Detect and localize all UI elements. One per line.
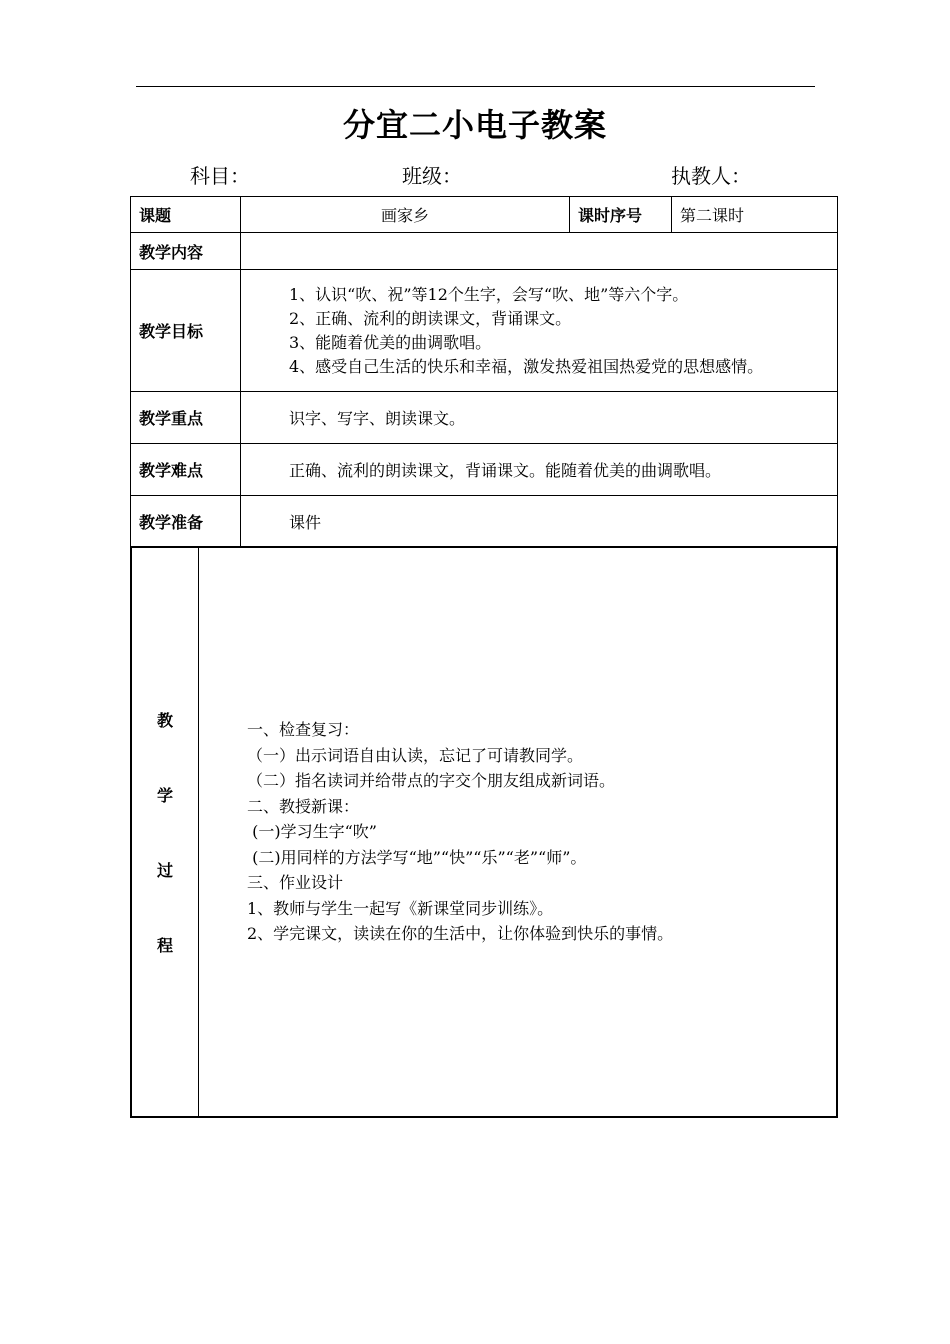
process-body — [199, 548, 837, 1117]
class-label: 班级： — [402, 164, 462, 188]
process-line: 一、检查复习： — [247, 720, 360, 740]
difficulty-row — [131, 444, 838, 496]
subject-label: 科目： — [190, 164, 250, 188]
process-label-char: 学 — [156, 786, 173, 805]
process-line: (一)学习生字“吹” — [247, 822, 377, 842]
header-rule — [136, 86, 815, 87]
goal-item: 3、能随着优美的曲调歌唱。 — [289, 332, 492, 352]
process-label — [132, 548, 199, 1117]
period-label: 课时序号 — [570, 197, 672, 233]
prep-label: 教学准备 — [131, 496, 241, 547]
goal-item: 4、感受自己生活的快乐和幸福，激发热爱祖国热爱党的思想感情。 — [289, 356, 764, 376]
prep-row — [131, 496, 838, 547]
content-label: 教学内容 — [131, 233, 241, 270]
process-line: 2、学完课文，读读在你的生活中，让你体验到快乐的事情。 — [247, 924, 674, 944]
teacher-label: 执教人： — [671, 164, 751, 188]
key-value: 识字、写字、朗读课文。 — [241, 392, 838, 444]
process-line: 三、作业设计 — [247, 873, 344, 893]
process-line: 二、教授新课： — [247, 796, 360, 816]
process-table — [131, 547, 837, 1117]
document-title: 分宜二小电子教案 — [342, 106, 607, 144]
goals-list — [241, 270, 838, 392]
goals-label: 教学目标 — [131, 270, 241, 392]
difficulty-label: 教学难点 — [131, 444, 241, 496]
prep-value: 课件 — [241, 496, 838, 547]
process-line: 1、教师与学生一起写《新课堂同步训练》。 — [247, 898, 554, 918]
period-value: 第二课时 — [672, 197, 838, 233]
difficulty-value: 正确、流利的朗读课文，背诵课文。能随着优美的曲调歌唱。 — [241, 444, 838, 496]
process-label-char: 教 — [156, 711, 173, 730]
key-row — [131, 392, 838, 444]
content-row — [131, 233, 838, 270]
topic-row — [131, 197, 838, 233]
topic-label: 课题 — [131, 197, 241, 233]
key-label: 教学重点 — [131, 392, 241, 444]
process-line: （一）出示词语自由认读，忘记了可请教同学。 — [247, 745, 584, 765]
lesson-plan-table — [130, 196, 838, 1118]
process-line: (二)用同样的方法学写“地”“快”“乐”“老”“师”。 — [247, 847, 587, 867]
goal-item: 1、认识“吹、祝”等12个生字，会写“吹、地”等六个字。 — [289, 284, 689, 304]
goals-row — [131, 270, 838, 392]
process-row — [131, 547, 838, 1118]
content-value — [241, 233, 838, 270]
process-cell — [131, 547, 838, 1118]
process-line: （二）指名读词并给带点的字交个朋友组成新词语。 — [247, 771, 616, 791]
process-label-char: 过 — [156, 861, 173, 880]
topic-value: 画家乡 — [241, 197, 570, 233]
process-label-char: 程 — [156, 936, 173, 955]
goal-item: 2、正确、流利的朗读课文，背诵课文。 — [289, 308, 572, 328]
